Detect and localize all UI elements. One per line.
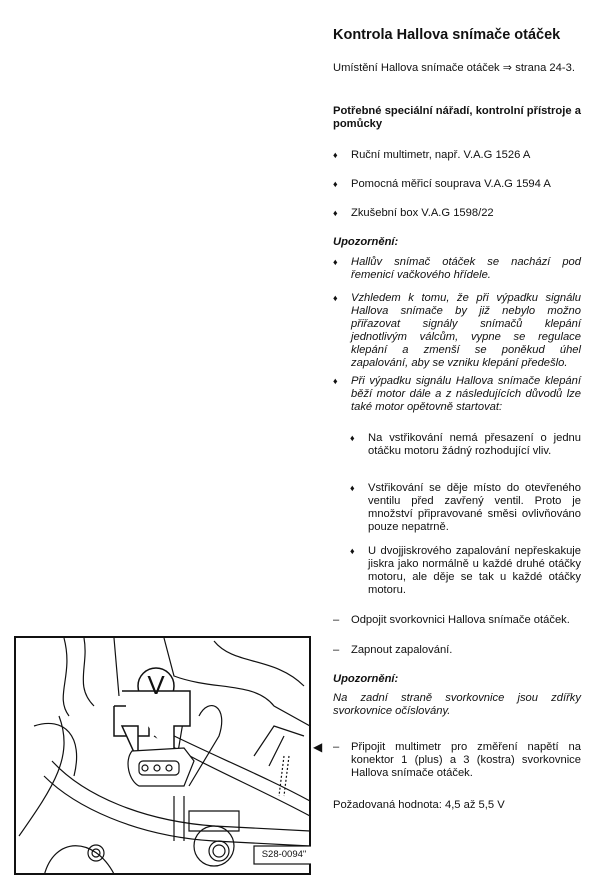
location-text: Umístění Hallova snímače otáček ⇒ strana 24-3. xyxy=(333,62,575,74)
tool-item: ♦ Ruční multimetr, např. V.A.G 1526 A xyxy=(333,149,531,161)
note-item: ♦ Vzhledem k tomu, že při výpadku signálu Hallova snímače by již nebylo možno přiřazovat signály snímačů klepání jednotlivým válcům, vypne se regulace klepání a zmenší se poněkud úhel zapalování, aby se vzniku klepání předešlo. xyxy=(333,292,581,369)
pointer-arrow-icon: ◀ xyxy=(313,740,323,754)
step-item: – Zapnout zapalování. xyxy=(333,644,453,656)
voltmeter-symbol: V xyxy=(147,670,165,700)
dash-icon: – xyxy=(333,614,340,626)
note-heading: Upozornění: xyxy=(333,236,399,248)
bullet-icon: ♦ xyxy=(333,293,338,303)
page-title: Kontrola Hallova snímače otáček xyxy=(333,27,561,43)
bullet-icon: ♦ xyxy=(350,433,355,443)
bullet-icon: ♦ xyxy=(350,546,355,556)
reason-item: ♦ U dvojjiskrového zapalování nepřeskakuje jiskra jako normálně u každé druhé otáčky motoru, ale děje se tak u každé otáčky motoru. xyxy=(350,545,581,596)
note-item: ♦ Při výpadku signálu Hallova snímače klepání běží motor dále a z následujících důvodů lze také motor opětovně startovat: xyxy=(333,375,581,413)
reason-item: ♦ Na vstřikování nemá přesazení o jednu otáčku motoru žádný rozhodující vliv. xyxy=(350,432,581,457)
step-item: – Připojit multimetr pro změření napětí na konektor 1 (plus) a 3 (kostra) svorkovnice Hallova snímače otáček. xyxy=(333,741,581,779)
bullet-icon: ♦ xyxy=(350,483,355,493)
note-text: Na zadní straně svorkovnice jsou zdířky svorkovnice očíslovány. xyxy=(333,692,581,717)
engine-illustration xyxy=(14,636,311,875)
step-item: – Odpojit svorkovnici Hallova snímače otáček. xyxy=(333,614,570,626)
bullet-icon: ♦ xyxy=(333,376,338,386)
dash-icon: – xyxy=(333,644,340,656)
tool-item: ♦ Pomocná měřicí souprava V.A.G 1594 A xyxy=(333,178,551,190)
bullet-icon: ♦ xyxy=(333,208,338,218)
dash-icon: – xyxy=(333,741,340,753)
figure-label: S28-0094" xyxy=(261,849,307,860)
note-heading: Upozornění: xyxy=(333,673,399,685)
required-value: Požadovaná hodnota: 4,5 až 5,5 V xyxy=(333,799,505,811)
bullet-icon: ♦ xyxy=(333,257,338,267)
bullet-icon: ♦ xyxy=(333,179,338,189)
reason-item: ♦ Vstřikování se děje místo do otevřeného ventilu před zavřený ventil. Proto je množství připravované směsi ovlivňováno pouze nepatrně. xyxy=(350,482,581,533)
tools-heading: Potřebné speciální nářadí, kontrolní přístroje a pomůcky xyxy=(333,105,581,130)
tool-item: ♦ Zkušební box V.A.G 1598/22 xyxy=(333,207,494,219)
bullet-icon: ♦ xyxy=(333,150,338,160)
note-item: ♦ Hallův snímač otáček se nachází pod řemenicí vačkového hřídele. xyxy=(333,256,581,281)
